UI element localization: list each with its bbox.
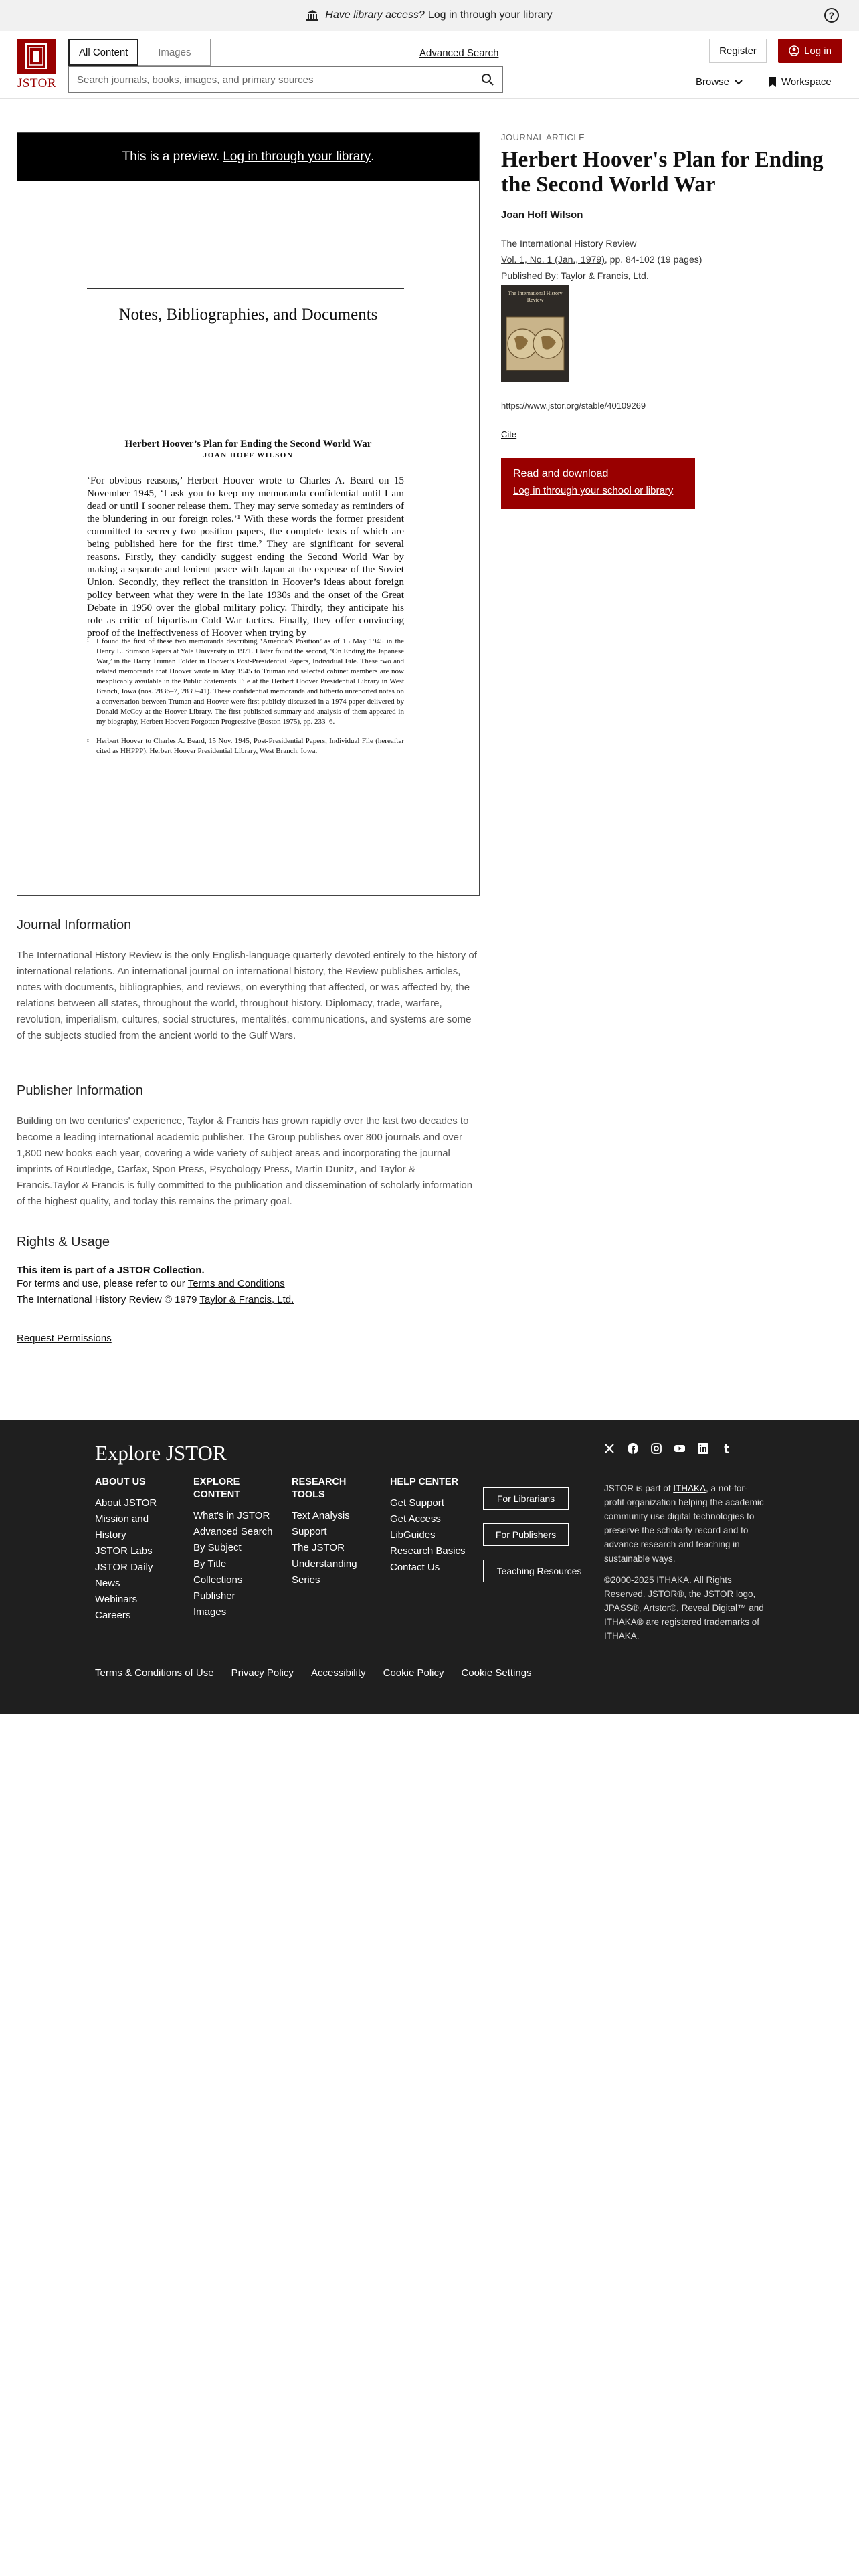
chevron-down-icon: [734, 79, 743, 86]
ithaka-link[interactable]: ITHAKA: [673, 1483, 706, 1493]
for-publishers-button[interactable]: For Publishers: [483, 1523, 569, 1546]
login-button[interactable]: [778, 39, 842, 63]
footnote-1-text: I found the first of these two memoranda describing ‘America’s Position’ as of 15 May 1945 in the Henry L. Stimson Papers at Yale University in 1971. I later found the second, ‘On Ending the Japanese War,’ in the Harry Truman Folder in Hoover’s Post-Presidential Papers, Individual File. These two and related memoranda that Hoover wrote in May 1945 to Truman and selected cabinet members are now inexplicably available in the Public Statements File at the Herbert Hoover Presidential Library in West Branch, Iowa (nos. 2836–7, 2839–41). These confidential memoranda and hitherto unreported notes on a conversation between Truman and Hoover were first publicly discussed in a 1974 paper delivered by Donald McCoy at the Hoover Library. The first published summary and analysis of them appeared in my biography, Herbert Hoover: Forgotten Progressive (Boston 1975), pp. 233–6.: [96, 637, 404, 726]
terms-line: [17, 1276, 478, 1292]
copyright-prefix: The International History Review © 1979: [17, 1294, 200, 1305]
footer-help-center: [390, 1476, 484, 1576]
site-footer: [0, 1420, 859, 1714]
publisher-information-section: [17, 1083, 478, 1210]
footnote-2: [87, 736, 404, 756]
logo-emblem-icon: [23, 41, 50, 71]
footer-research-tools: [292, 1476, 385, 1588]
library-access-banner: [0, 0, 859, 31]
library-login-link[interactable]: Log in through your library: [427, 9, 553, 21]
social-links: [604, 1443, 732, 1454]
article-title: Herbert Hoover's Plan for Ending the Second World War: [501, 148, 824, 197]
ithaka-prefix: JSTOR is part of: [604, 1483, 674, 1493]
footnote-2-marker: ²: [87, 738, 89, 744]
footer-about-us-heading: ABOUT US: [95, 1477, 146, 1487]
workspace-link[interactable]: [769, 76, 832, 88]
journal-information-heading: Journal Information: [17, 918, 132, 932]
login-label: Log in: [804, 45, 832, 57]
instagram-icon[interactable]: [651, 1443, 662, 1454]
footer-link-advanced-search[interactable]: Advanced Search: [193, 1526, 273, 1537]
content-type-label: JOURNAL ARTICLE: [501, 132, 585, 142]
footer-link-careers[interactable]: Careers: [95, 1610, 131, 1621]
footer-link-by-subject[interactable]: By Subject: [193, 1542, 242, 1553]
preview-bar: This is a preview. Log in through your library .: [17, 133, 479, 181]
publisher-line: Published By: Taylor & Francis, Ltd.: [501, 270, 649, 281]
footer-link-text-analysis[interactable]: Text Analysis Support: [292, 1510, 350, 1537]
cover-title: The International History Review: [508, 290, 563, 303]
browse-label: Browse: [696, 76, 730, 88]
page-article-title: Herbert Hoover’s Plan for Ending the Second World War: [124, 439, 372, 449]
ithaka-suffix: , a not-for-profit organization helping the academic community use digital technologies to preserve the scholarly record and to advance research and teaching in sustainable ways.: [604, 1483, 764, 1564]
journal-information-section: [17, 918, 478, 1044]
terms-prefix: For terms and use, please refer to our: [17, 1278, 188, 1289]
publisher-information-heading: Publisher Information: [17, 1083, 143, 1098]
footer-link-images[interactable]: Images: [193, 1606, 227, 1618]
search-tabs: [68, 39, 211, 66]
collection-notice: This item is part of a JSTOR Collection.: [17, 1265, 205, 1276]
footer-link-whats-in-jstor[interactable]: What's in JSTOR: [193, 1510, 270, 1521]
volume-line: [501, 254, 842, 265]
footer-research-tools-heading: RESEARCH TOOLS: [292, 1477, 347, 1500]
footer-link-cookie-settings[interactable]: Cookie Settings: [461, 1667, 532, 1679]
footer-link-publisher[interactable]: Publisher: [193, 1590, 235, 1602]
footer-link-daily[interactable]: JSTOR Daily: [95, 1562, 153, 1573]
volume-link[interactable]: Vol. 1, No. 1 (Jan., 1979): [501, 254, 605, 265]
footer-bottom-links: [95, 1667, 532, 1679]
help-icon[interactable]: ?: [824, 8, 839, 23]
footer-link-by-title[interactable]: By Title: [193, 1558, 227, 1570]
for-librarians-button[interactable]: For Librarians: [483, 1487, 569, 1510]
page-article-author: JOAN HOFF WILSON: [203, 451, 294, 459]
footer-link-privacy[interactable]: Privacy Policy: [231, 1667, 294, 1679]
footer-link-understanding-series[interactable]: The JSTOR Understanding Series: [292, 1542, 357, 1586]
logo-text: JSTOR: [17, 76, 57, 90]
site-header: [0, 31, 859, 99]
footer-link-contact-us[interactable]: Contact Us: [390, 1562, 440, 1573]
teaching-resources-button[interactable]: Teaching Resources: [483, 1560, 595, 1582]
footer-link-libguides[interactable]: LibGuides: [390, 1529, 436, 1541]
journal-name: The International History Review: [501, 238, 637, 249]
footer-link-get-support[interactable]: Get Support: [390, 1497, 444, 1509]
linkedin-icon[interactable]: [698, 1443, 708, 1454]
ithaka-description: [604, 1481, 765, 1566]
publisher-information-text: Building on two centuries' experience, Taylor & Francis has grown rapidly over the last two decades to become a leading international academic publisher. The Group publishes over 800 journals and over 1,800 new books each year, covering a wide variety of subject areas and incorporating the journal imprints of Routledge, Carfax, Spon Press, Psychology Press, Martin Dunitz, and Taylor & Francis.Taylor & Francis is fully committed to the publication and dissemination of scholarly information of the highest quality, and today this remains the primary goal.: [17, 1115, 473, 1207]
footer-link-cookie-policy[interactable]: Cookie Policy: [383, 1667, 444, 1679]
page-section-title: Notes, Bibliographies, and Documents: [118, 306, 378, 324]
cite-link[interactable]: Cite: [501, 429, 517, 439]
school-login-link[interactable]: Log in through your school or library: [513, 485, 674, 496]
footnote-1-marker: ¹: [87, 638, 89, 645]
journal-information-text: The International History Review is the only English-language quarterly devoted entirely to the history of international relations. An international journal on international history, the Review publishes articles, notes with documents, bibliographies, and reviews, on everything that affected, or was affected by, the relations between all states, throughout the world, throughout history. Diplomacy, trade, warfare, revolution, imperialism, cultures, social structures, mentalités, communications, and systems are some of the subjects studied from the ancient world to the Gulf Wars.: [17, 950, 477, 1041]
browse-menu[interactable]: [696, 76, 743, 88]
preview-page: [17, 181, 479, 895]
journal-cover-thumbnail[interactable]: [501, 285, 569, 382]
footer-link-terms[interactable]: Terms & Conditions of Use: [95, 1667, 214, 1679]
footer-link-labs[interactable]: JSTOR Labs: [95, 1545, 153, 1557]
page-body-text: ‘For obvious reasons,’ Herbert Hoover wrote to Charles A. Beard on 15 November 1945, ‘I ask you to keep my memoranda confidential until I am dead or until I sooner release them. They may serve someday as reminders of the blundering in our foreign roles.’¹ With these words the former president committed to secrecy two position papers, the complete texts of which are being published here for the first time.² They are significant for several reasons. Firstly, they candidly suggest ending the Second World War by making a separate and lenient peace with Japan at the expense of the Soviet Union. Secondly, they reflect the transition in Hoover’s ideas about foreign policy between what they were in the late 1930s and the onset of the Great Debate in 1950 over the global military policy. Thirdly, they anticipate his role as critic of bipartisan Cold War tactics. Finally, they offer convincing proof of the ineffectiveness of Hoover when trying by: [87, 475, 404, 639]
tab-all-content[interactable]: All Content: [68, 39, 138, 66]
footer-explore-title: Explore JSTOR: [95, 1441, 227, 1465]
stable-url[interactable]: https://www.jstor.org/stable/40109269: [501, 401, 646, 411]
footer-link-accessibility[interactable]: Accessibility: [310, 1667, 366, 1679]
footer-copyright: ©2000-2025 ITHAKA. All Rights Reserved. JSTOR®, the JSTOR logo, JPASS®, Artstor®, Reveal Digital™ and ITHAKA® are registered trademarks of ITHAKA.: [604, 1575, 764, 1641]
read-download-label: Read and download: [513, 468, 609, 479]
article-preview: [17, 132, 480, 896]
library-access-question: Have library access?: [325, 9, 425, 21]
footnote-2-text: Herbert Hoover to Charles A. Beard, 15 Nov. 1945, Post-Presidential Papers, Individual File (hereafter cited as HHPPP), Herbert Hoover Presidential Library, West Branch, Iowa.: [96, 737, 404, 755]
footer-explore-content: [193, 1476, 287, 1620]
preview-notice: This is a preview.: [122, 150, 220, 164]
bookmark-icon: [769, 77, 777, 87]
page-footnotes: [87, 637, 404, 766]
footer-link-collections[interactable]: Collections: [193, 1574, 243, 1586]
search-placeholder: Search journals, books, images, and primary sources: [77, 74, 314, 86]
institution-icon: [306, 10, 318, 21]
rights-usage-heading: Rights & Usage: [17, 1235, 110, 1249]
article-metadata: [501, 132, 842, 509]
footer-link-mission[interactable]: Mission and History: [95, 1513, 149, 1541]
publisher-link[interactable]: Taylor & Francis, Ltd.: [199, 1294, 294, 1305]
tumblr-icon[interactable]: [721, 1443, 732, 1454]
tab-images[interactable]: Images: [138, 39, 211, 66]
footer-explore-content-heading: EXPLORE CONTENT: [193, 1477, 241, 1500]
jstor-logo[interactable]: [17, 39, 57, 92]
footer-link-news[interactable]: News: [95, 1578, 120, 1589]
rights-usage-section: [17, 1235, 478, 1308]
search-input[interactable]: [68, 66, 503, 93]
preview-login-link[interactable]: Log in through your library: [223, 150, 371, 164]
terms-and-conditions-link[interactable]: Terms and Conditions: [187, 1278, 285, 1289]
footer-link-research-basics[interactable]: Research Basics: [390, 1545, 466, 1557]
advanced-search-link[interactable]: Advanced Search: [419, 47, 499, 59]
footnote-1: [87, 637, 404, 727]
footer-link-get-access[interactable]: Get Access: [390, 1513, 441, 1525]
read-and-download-button[interactable]: [501, 458, 695, 509]
facebook-icon[interactable]: [628, 1443, 638, 1454]
youtube-icon[interactable]: [674, 1443, 685, 1454]
copyright-line: [17, 1292, 478, 1308]
cover-map-image: [501, 285, 569, 382]
register-button[interactable]: Register: [709, 39, 767, 63]
page-top-rule: [87, 288, 404, 289]
page-range: , pp. 84-102 (19 pages): [604, 254, 702, 265]
user-icon: [789, 45, 799, 56]
search-icon[interactable]: [481, 73, 494, 86]
footer-help-center-heading: HELP CENTER: [390, 1477, 459, 1487]
footer-about-us: [95, 1476, 189, 1624]
x-twitter-icon[interactable]: [604, 1443, 615, 1454]
footer-link-about-jstor[interactable]: About JSTOR: [95, 1497, 157, 1509]
workspace-label: Workspace: [781, 76, 832, 88]
request-permissions-link[interactable]: Request Permissions: [17, 1333, 112, 1344]
footer-link-webinars[interactable]: Webinars: [95, 1594, 138, 1605]
article-author: Joan Hoff Wilson: [501, 209, 583, 221]
